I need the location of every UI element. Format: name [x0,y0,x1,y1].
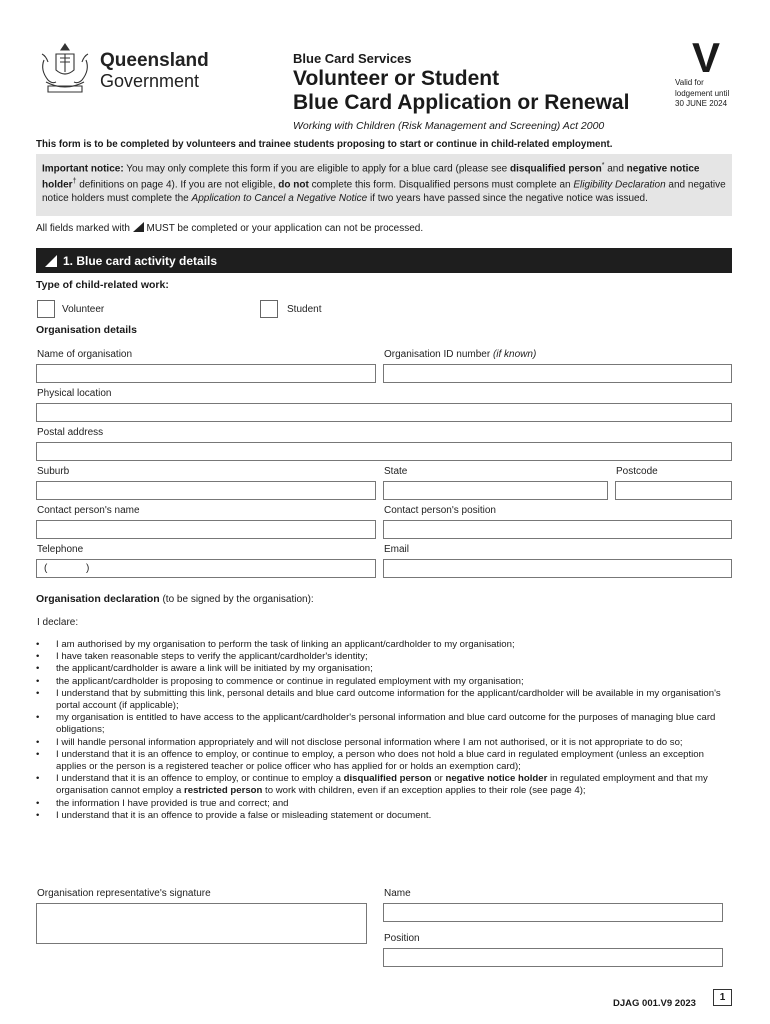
declaration-item-text: I understand that it is an offence to provide a false or misleading statement or document. [56,809,432,821]
valid-until-line3: 30 JUNE 2024 [675,99,728,108]
mandatory-note-post: MUST be completed or your application can not be processed. [146,223,424,234]
declaration-item-text: my organisation is entitled to have access to the applicant/cardholder's personal information and blue card outcome for the purposes of managing blue card obligations; [56,712,716,736]
notice-text: definitions on page 4). If you are not eligible, [76,179,279,191]
physical-location-field[interactable] [36,403,732,422]
org-id-label [384,349,536,360]
name-field[interactable] [383,903,723,922]
declaration-heading-text: Organisation declaration [36,593,160,605]
valid-until-line2: lodgement until [675,89,730,98]
contact-position-field[interactable] [383,520,732,539]
declaration-item-text: in regulated employment and that my organisation cannot employ a [56,773,708,797]
declaration-item-text: I will handle personal information appropriately and will not disclose personal information where I am not authorised, or it is not appropriate to do so; [56,736,683,748]
declaration-item-text: I understand that it is an offence to employ, or continue to employ a [56,773,344,785]
volunteer-label: Volunteer [62,304,105,315]
telephone-label: Telephone [37,544,84,555]
qld-crest-logo [36,40,94,96]
area-code-close-paren: ) [86,563,90,574]
notice-eligibility-declaration: Eligibility Declaration [573,179,666,191]
signature-label: Organisation representative's signature [37,888,211,899]
position-field[interactable] [383,948,723,967]
work-type-heading: Type of child-related work: [36,279,169,291]
org-name-field[interactable] [36,364,376,383]
declaration-negative-holder: negative notice holder [445,773,548,785]
postcode-field[interactable] [615,481,732,500]
notice-cancel-application: Application to Cancel a Negative Notice [191,192,368,204]
org-name-label: Name of organisation [37,349,133,360]
postcode-label: Postcode [616,466,658,477]
state-field[interactable] [383,481,608,500]
declaration-item-text: the information I have provided is true and correct; and [56,797,289,809]
declaration-disqualified: disqualified person [343,773,432,785]
act-reference: Working with Children (Risk Management and Screening) Act 2000 [293,120,605,132]
mandatory-note-pre: All fields marked with [36,223,130,234]
name-label: Name [384,888,411,899]
notice-dagger: † [72,178,77,186]
declaration-item [36,663,726,675]
email-label: Email [384,544,410,555]
mandatory-triangle-icon [133,222,144,232]
notice-do-not: do not [278,179,309,191]
declaration-item-text: the applicant/cardholder is aware a link will be initiated by my organisation; [56,663,373,675]
student-checkbox[interactable] [260,300,278,318]
org-id-label-text: Organisation ID number [384,349,491,360]
org-details-heading: Organisation details [36,324,137,336]
declaration-item [36,773,726,797]
suburb-field[interactable] [36,481,376,500]
service-name: Blue Card Services [293,51,412,66]
declaration-item [36,712,726,736]
email-field[interactable] [383,559,732,578]
declaration-item [36,810,726,822]
contact-name-label: Contact person's name [37,505,140,516]
notice-negative-holder: negative notice holder [42,163,700,191]
declaration-restricted: restricted person [184,785,263,797]
state-label: State [384,466,408,477]
declaration-heading-note: (to be signed by the organisation): [159,594,314,605]
declaration-item [36,651,726,663]
section-1-title: 1. Blue card activity details [63,254,218,268]
declaration-heading [36,593,314,605]
form-title-line2: Blue Card Application or Renewal [293,91,630,114]
declaration-list [36,639,726,822]
postal-address-field[interactable] [36,442,732,461]
logo-text-government: Government [100,71,200,91]
form-code: DJAG 001.V9 2023 [613,998,696,1009]
declaration-item [36,737,726,749]
declaration-item-text: I understand that it is an offence to employ, or continue to employ, a person who does not hold a blue card in regulated employment (unless an exception applies or the person is a registered teacher or police officer who has applied for or holds an exemption card); [56,748,704,773]
valid-until-line1: Valid for [675,78,704,87]
mandatory-triangle-icon [45,255,57,267]
declaration-item [36,639,726,651]
coat-of-arms-icon [36,40,94,96]
page-number: 1 [713,989,732,1006]
declaration-item-text: the applicant/cardholder is proposing to commence or continue in regulated employment with my organisation; [56,675,524,687]
intro-text: This form is to be completed by volunteers and trainee students proposing to start or continue in child-related employment. [36,139,613,150]
notice-text: if two years have passed since the negative notice was issued. [367,192,648,204]
declaration-item [36,688,726,712]
declaration-item-text: I am authorised by my organisation to perform the task of linking an applicant/cardholder to my organisation; [56,639,515,650]
notice-asterisk: * [601,162,605,169]
volunteer-checkbox[interactable] [37,300,55,318]
position-label: Position [384,933,420,944]
declaration-item [36,676,726,688]
declaration-item [36,749,726,773]
notice-label: Important notice: [42,163,124,175]
contact-position-label: Contact person's position [384,505,496,516]
org-id-field[interactable] [383,364,732,383]
notice-text: You may only complete this form if you are eligible to apply for a blue card (please see [123,163,510,175]
notice-text: and negative notice holders must complete the [42,179,726,204]
declaration-item-text: to work with children, even if an exception applies to their role (see page 4); [262,785,586,797]
i-declare-text: I declare: [37,617,79,628]
mandatory-note [36,222,423,234]
postal-address-label: Postal address [37,427,104,438]
org-id-label-note: (if known) [492,349,537,360]
declaration-item [36,798,726,810]
form-letter: V [692,34,721,81]
suburb-label: Suburb [37,466,70,477]
physical-location-label: Physical location [37,388,112,399]
form-title-line1: Volunteer or Student [293,67,500,90]
logo-text-queensland: Queensland [100,50,209,71]
notice-text: and [604,163,627,175]
declaration-item-text: I have taken reasonable steps to verify the applicant/cardholder's identity; [56,651,368,663]
notice-text: complete this form. Disqualified persons must complete an [308,179,574,191]
declaration-item-text: or [431,773,446,785]
area-code-open-paren: ( [44,563,48,574]
signature-box[interactable] [36,903,367,944]
declaration-item-text: I understand that by submitting this link, personal details and blue card outcome information for the applicant/cardholder will be available in my organisation's portal account (if applicable); [56,687,721,712]
student-label: Student [287,304,322,315]
important-notice-box [36,154,732,216]
contact-name-field[interactable] [36,520,376,539]
notice-disqualified: disqualified person [510,163,602,175]
